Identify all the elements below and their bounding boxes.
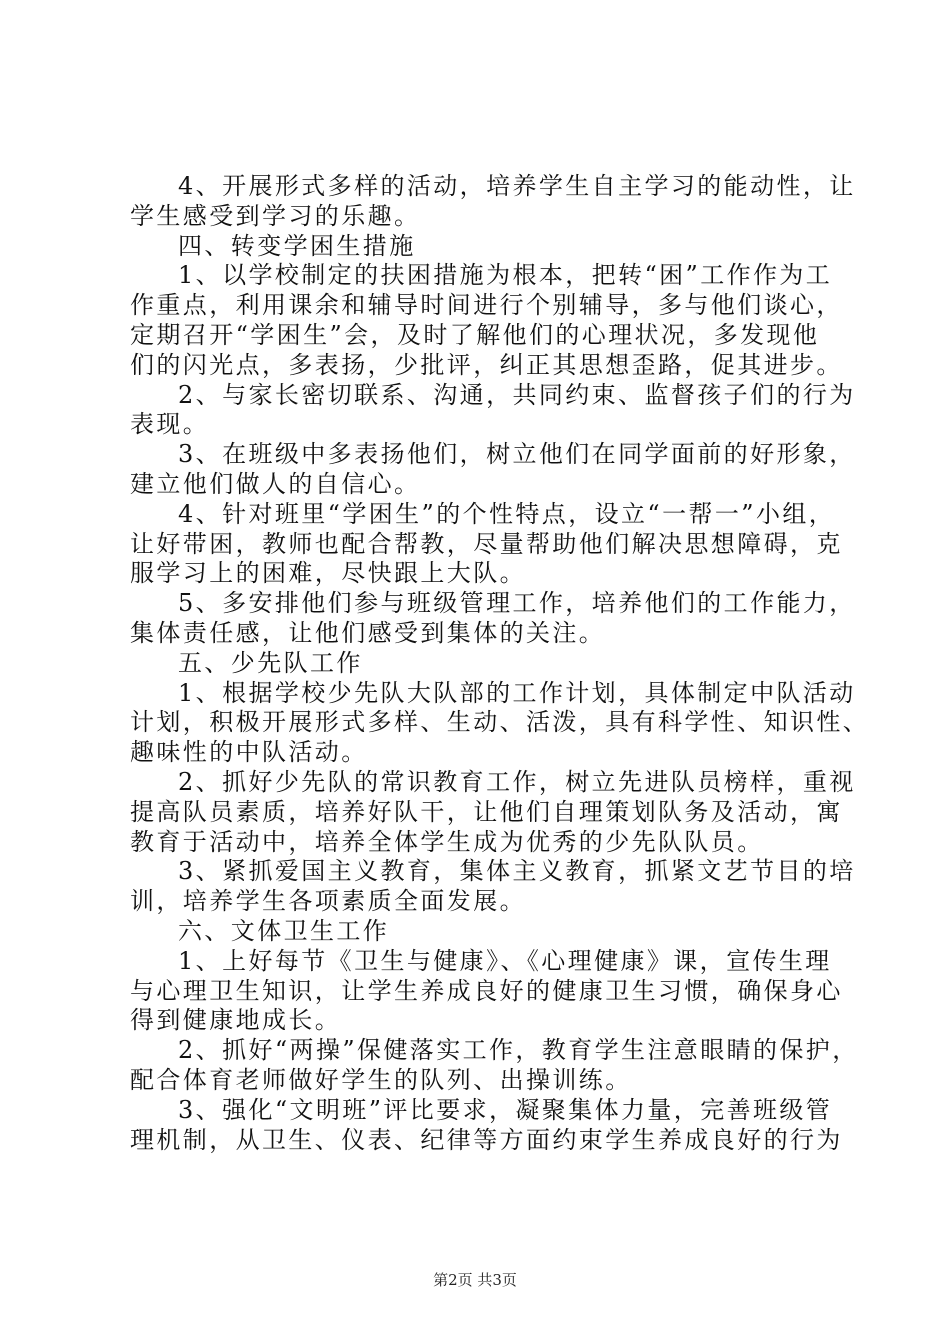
text-line: 1、上好每节《卫生与健康》、《心理健康》课，宣传生理: [178, 946, 832, 975]
text-line: 六、文体卫生工作: [178, 916, 390, 945]
text-line: 3、紧抓爱国主义教育，集体主义教育，抓紧文艺节目的培: [178, 857, 856, 886]
text-line: 1、以学校制定的扶困措施为根本，把转“困”工作作为工: [178, 261, 833, 290]
text-line: 5、多安排他们参与班级管理工作，培养他们的工作能力，: [178, 589, 856, 618]
text-line: 作重点，利用课余和辅导时间进行个别辅导，多与他们谈心，: [130, 291, 843, 320]
text-line: 服学习上的困难，尽快跟上大队。: [130, 559, 526, 588]
text-line: 4、针对班里“学困生”的个性特点，设立“一帮一”小组，: [178, 499, 836, 528]
text-line: 们的闪光点，多表扬，少批评，纠正其思想歪路，促其进步。: [130, 350, 843, 379]
text-line: 3、强化“文明班”评比要求，凝聚集体力量，完善班级管: [178, 1095, 833, 1124]
text-line: 得到健康地成长。: [130, 1006, 342, 1035]
text-line: 建立他们做人的自信心。: [130, 469, 421, 498]
text-line: 2、抓好“两操”保健落实工作，教育学生注意眼睛的保护，: [178, 1036, 859, 1065]
text-line: 2、与家长密切联系、沟通，共同约束、监督孩子们的行为: [178, 380, 856, 409]
text-line: 学生感受到学习的乐趣。: [130, 201, 421, 230]
text-line: 3、在班级中多表扬他们，树立他们在同学面前的好形象，: [178, 440, 856, 469]
text-line: 训，培养学生各项素质全面发展。: [130, 887, 526, 916]
text-line: 计划，积极开展形式多样、生动、活泼，具有科学性、知识性、: [130, 708, 870, 737]
text-line: 五、少先队工作: [178, 648, 363, 677]
text-line: 教育于活动中，培养全体学生成为优秀的少先队队员。: [130, 827, 764, 856]
text-line: 四、转变学困生措施: [178, 231, 416, 260]
text-line: 定期召开“学困生”会，及时了解他们的心理状况，多发现他: [130, 320, 820, 349]
text-line: 2、抓好少先队的常识教育工作，树立先进队员榜样，重视: [178, 767, 856, 796]
body-text: [130, 172, 870, 1155]
text-line: 1、根据学校少先队大队部的工作计划，具体制定中队活动: [178, 678, 856, 707]
text-line: 让好带困，教师也配合帮教，尽量帮助他们解决思想障碍，克: [130, 529, 843, 558]
text-line: 配合体育老师做好学生的队列、出操训练。: [130, 1065, 632, 1094]
text-line: 理机制，从卫生、仪表、纪律等方面约束学生养成良好的行为: [130, 1125, 843, 1154]
text-line: 提高队员素质，培养好队干，让他们自理策划队务及活动，寓: [130, 797, 843, 826]
text-line: 4、开展形式多样的活动，培养学生自主学习的能动性，让: [178, 172, 856, 200]
text-line: 与心理卫生知识，让学生养成良好的健康卫生习惯，确保身心: [130, 976, 843, 1005]
page-footer: 第2页 共3页: [433, 1271, 517, 1289]
text-line: 趣味性的中队活动。: [130, 738, 368, 767]
text-line: 表现。: [130, 410, 210, 439]
text-line: 集体责任感，让他们感受到集体的关注。: [130, 618, 606, 647]
